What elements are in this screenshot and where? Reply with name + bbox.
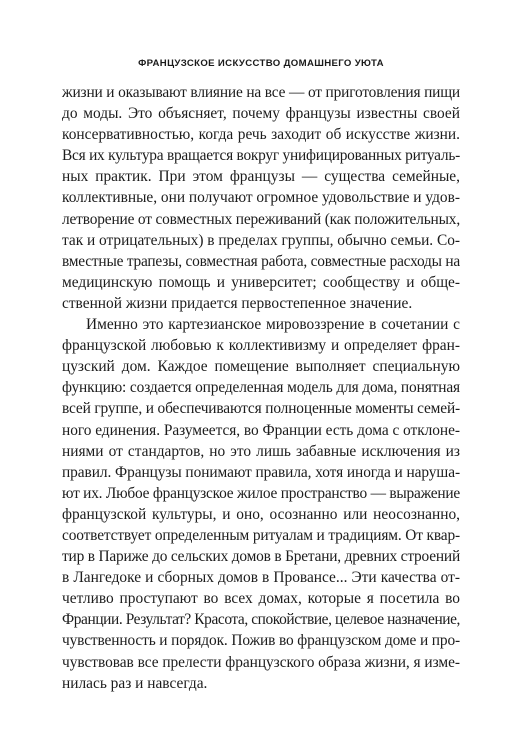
text-line: до моды. Это объясняет, почему французы известны своей [62, 105, 460, 123]
text-line: чувственность и порядок. Пожив во французском доме и про- [62, 632, 460, 650]
text-line: в Лангедоке и сборных домов в Провансе... Эти качества от- [62, 569, 460, 587]
running-head: ФРАНЦУЗСКОЕ ИСКУССТВО ДОМАШНЕГО УЮТА [138, 58, 384, 69]
text-line: соответствует определенным ритуалам и традициям. От квар- [62, 526, 461, 544]
paragraph-2 [62, 314, 460, 694]
text-line: четливо проступают во всех домах, которые я посетила во [62, 590, 460, 608]
text-line: правил. Французы понимают правила, хотя иногда и наруша- [62, 463, 460, 481]
text-line: Вся их культура вращается вокруг унифицированных ритуаль- [62, 147, 460, 165]
body-text [62, 82, 460, 694]
text-line: чувствовав все прелести французского образа жизни, я изме- [62, 653, 460, 671]
text-line: функцию: создается определенная модель для дома, понятная [62, 379, 460, 397]
text-line: ниями от стандартов, но это лишь забавные исключения из [62, 442, 460, 460]
text-line: ного единения. Разумеется, во Франции есть дома с отклоне- [62, 421, 460, 439]
text-line: ственной жизни придается первостепенное значение. [62, 294, 413, 312]
text-line: французской культуры, и оно, осознанно или неосознанно, [62, 505, 460, 523]
text-line: так и отрицательных) в пределах группы, обычно семьи. Со- [62, 231, 460, 249]
text-line: медицинскую помощь и университет; сообществу и обще- [62, 273, 460, 291]
paragraph-1 [62, 82, 460, 314]
text-line: летворение от совместных переживаний (как положительных, [62, 210, 460, 228]
text-line: цузский дом. Каждое помещение выполняет специальную [62, 358, 460, 376]
text-line: коллективные, они получают огромное удовольствие и удов- [62, 189, 460, 207]
text-line: консервативностью, когда речь заходит об искусстве жизни. [62, 126, 460, 144]
text-line: французской любовью к коллективизму и определяет фран- [62, 337, 460, 355]
text-line: тир в Париже до сельских домов в Бретани, древних строений [62, 548, 460, 566]
text-line: Франции. Результат? Красота, спокойствие, целевое назначение, [62, 611, 460, 629]
text-line: вместные трапезы, совместная работа, совместные расходы на [62, 252, 461, 270]
text-line: Именно это картезианское мировоззрение в сочетании с [86, 316, 460, 334]
text-line: нилась раз и навсегда. [62, 674, 208, 692]
text-line: ных практик. При этом французы — существа семейные, [62, 168, 460, 186]
text-line: ют их. Любое французское жилое пространство — выражение [62, 484, 461, 502]
text-line: жизни и оказывают влияние на все — от приготовления пищи [62, 84, 460, 101]
text-line: всей группе, и обеспечиваются полноценные моменты семей- [62, 400, 461, 418]
